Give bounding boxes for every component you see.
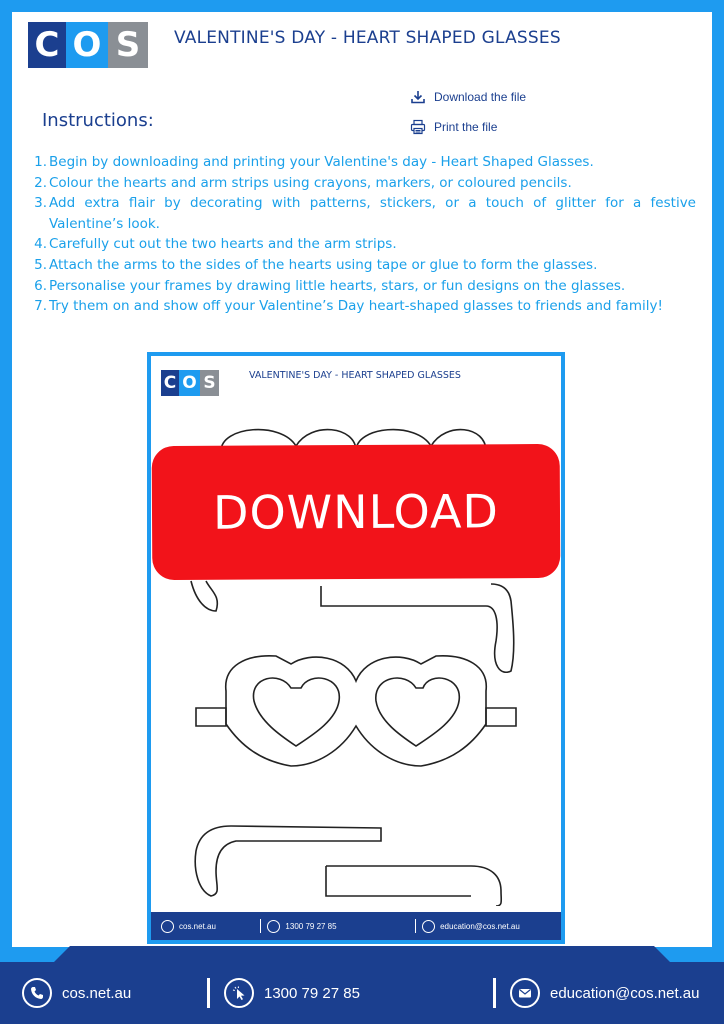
download-file-link[interactable]: [410, 88, 526, 106]
file-actions: [410, 88, 526, 136]
page-footer: [0, 962, 724, 1024]
preview-phone-text: 1300 79 27 85: [285, 921, 337, 931]
step-text: Colour the hearts and arm strips using crayons, markers, or coloured pencils.: [49, 174, 572, 191]
step-number: 6.: [34, 277, 47, 294]
preview-logo-s: S: [200, 370, 219, 396]
download-button-label: DOWNLOAD: [212, 484, 500, 540]
preview-footer-phone: [267, 920, 336, 933]
step-number: 2.: [34, 174, 47, 191]
footer-email-link[interactable]: [510, 978, 700, 1008]
phone-icon: [161, 920, 174, 933]
step-text: Personalise your frames by drawing little hearts, stars, or fun designs on the glasses.: [49, 277, 626, 294]
preview-footer: [151, 912, 561, 940]
download-file-label: Download the file: [434, 90, 527, 104]
preview-page: [151, 356, 561, 912]
step-text: Try them on and show off your Valentine’s Day heart-shaped glasses to friends and family!: [49, 298, 663, 315]
step-text: Add extra flair by decorating with patterns, stickers, or a touch of glitter for a festive Valentine’s look.: [49, 195, 696, 232]
footer-website-text: cos.net.au: [62, 984, 132, 1002]
footer-divider: [493, 978, 496, 1008]
instruction-step: [32, 234, 696, 255]
preview-footer-email: [422, 920, 520, 933]
preview-logo-c: C: [161, 370, 179, 396]
footer-website-link[interactable]: [22, 978, 131, 1008]
step-number: 4.: [34, 236, 47, 253]
step-text: Attach the arms to the sides of the hearts using tape or glue to form the glasses.: [49, 256, 598, 273]
worksheet-preview[interactable]: [147, 352, 565, 944]
phone-icon: [22, 978, 52, 1008]
instruction-steps: [32, 152, 696, 317]
preview-cos-logo: [161, 370, 219, 396]
step-number: 1.: [34, 154, 47, 170]
print-file-link[interactable]: [410, 118, 526, 136]
step-number: 3.: [34, 195, 47, 212]
email-icon: [422, 920, 435, 933]
footer-email-text: education@cos.net.au: [550, 984, 700, 1002]
preview-website-text: cos.net.au: [179, 921, 216, 931]
instruction-step: [32, 173, 696, 194]
preview-title: VALENTINE'S DAY - HEART SHAPED GLASSES: [249, 370, 461, 381]
cursor-click-icon: [267, 920, 280, 933]
preview-footer-divider: [415, 919, 417, 933]
preview-email-text: education@cos.net.au: [440, 921, 520, 931]
instruction-step: [32, 296, 696, 317]
preview-footer-divider: [260, 919, 262, 933]
cursor-click-icon: [224, 978, 254, 1008]
step-text: Carefully cut out the two hearts and the arm strips.: [49, 236, 397, 253]
preview-footer-website: [161, 920, 216, 933]
step-text: Begin by downloading and printing your Valentine's day - Heart Shaped Glasses.: [49, 154, 594, 170]
instruction-step: [32, 193, 696, 234]
printer-icon: [410, 119, 426, 135]
email-icon: [510, 978, 540, 1008]
logo-letter-c: C: [28, 22, 66, 68]
footer-divider: [207, 978, 210, 1008]
cos-logo[interactable]: [28, 22, 148, 68]
download-button[interactable]: [152, 444, 561, 580]
page-title: VALENTINE'S DAY - HEART SHAPED GLASSES: [174, 28, 561, 48]
footer-phone-link[interactable]: [224, 978, 360, 1008]
preview-logo-o: O: [179, 370, 200, 396]
print-file-label: Print the file: [434, 120, 498, 134]
instructions-heading: Instructions:: [42, 110, 154, 131]
instruction-step: [32, 276, 696, 297]
step-number: 7.: [34, 298, 47, 315]
logo-letter-o: O: [66, 22, 108, 68]
footer-phone-text: 1300 79 27 85: [264, 984, 360, 1002]
instruction-step: [32, 255, 696, 276]
download-icon: [410, 89, 426, 105]
step-number: 5.: [34, 256, 47, 273]
instruction-step: [32, 152, 696, 173]
logo-letter-s: S: [108, 22, 148, 68]
